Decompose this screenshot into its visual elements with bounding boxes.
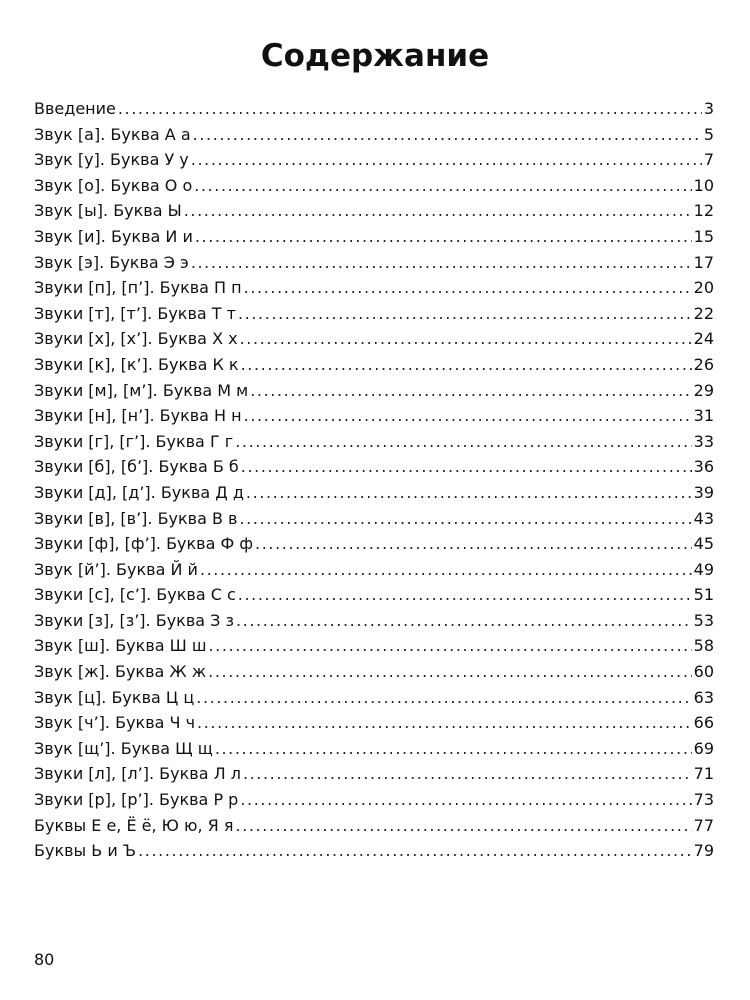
toc-entry[interactable] — [34, 224, 714, 250]
toc-entry-page: 51 — [693, 585, 714, 605]
dot-leader — [193, 122, 702, 148]
toc-entry[interactable] — [34, 685, 714, 711]
dot-leader — [200, 557, 692, 583]
toc-entry-page: 29 — [693, 380, 714, 400]
toc-entry[interactable] — [34, 326, 714, 352]
dot-leader — [215, 736, 692, 762]
toc-entry-label: Звук [о]. Буква О о — [34, 175, 193, 195]
toc-entry[interactable] — [34, 147, 714, 173]
toc-entry[interactable] — [34, 173, 714, 199]
toc-entry[interactable] — [34, 378, 714, 404]
toc-entry-label: Введение — [34, 99, 116, 118]
toc-entry[interactable] — [34, 506, 714, 532]
toc-entry-label: Звуки [в], [в’]. Буква В в — [34, 508, 238, 528]
dot-leader — [191, 147, 702, 173]
dot-leader — [191, 250, 692, 276]
toc-entry-page: 33 — [693, 431, 714, 451]
toc-entry[interactable] — [34, 531, 714, 557]
toc-entry[interactable] — [34, 608, 714, 634]
toc-entry-page: 77 — [693, 815, 714, 835]
toc-entry-page: 45 — [693, 534, 714, 554]
toc-entry[interactable] — [34, 633, 714, 659]
toc-entry[interactable] — [34, 557, 714, 583]
dot-leader — [238, 582, 692, 608]
toc-entry-label: Звуки [ф], [ф’]. Буква Ф ф — [34, 534, 254, 554]
dot-leader — [236, 608, 692, 634]
dot-leader — [208, 659, 692, 685]
toc-entry-page: 7 — [703, 150, 714, 170]
toc-entry-page: 60 — [693, 662, 714, 682]
toc-entry[interactable] — [34, 480, 714, 506]
dot-leader — [196, 685, 691, 711]
toc-entry[interactable] — [34, 122, 714, 148]
dot-leader — [208, 633, 691, 659]
toc-entry-label: Буквы Е е, Ё ё, Ю ю, Я я — [34, 815, 234, 835]
dot-leader — [240, 787, 691, 813]
toc-entry[interactable] — [34, 250, 714, 276]
toc-entry[interactable] — [34, 352, 714, 378]
dot-leader — [241, 454, 692, 480]
dot-leader — [246, 480, 692, 506]
toc-entry-label: Звук [ч’]. Буква Ч ч — [34, 713, 196, 733]
toc-entry-label: Звуки [с], [с’]. Буква С с — [34, 585, 236, 605]
toc-entry[interactable] — [34, 198, 714, 224]
dot-leader — [235, 429, 691, 455]
toc-entry-page: 17 — [693, 252, 714, 272]
toc-entry-label: Звук [у]. Буква У у — [34, 150, 189, 170]
dot-leader — [244, 403, 692, 429]
toc-entry-label: Звуки [т], [т’]. Буква Т т — [34, 303, 236, 323]
toc-entry[interactable] — [34, 813, 714, 839]
toc-entry[interactable] — [34, 96, 714, 122]
toc-entry-label: Звук [щ’]. Буква Щ щ — [34, 738, 213, 758]
toc-entry-page: 43 — [693, 508, 714, 528]
toc-entry[interactable] — [34, 838, 714, 864]
toc-entry-page: 20 — [693, 278, 714, 298]
dot-leader — [195, 224, 692, 250]
toc-entry-page: 15 — [693, 226, 714, 246]
page-number: 80 — [34, 950, 55, 969]
toc-entry-page: 10 — [693, 175, 714, 195]
dot-leader — [255, 531, 692, 557]
toc-entry[interactable] — [34, 301, 714, 327]
toc-entry-label: Звук [ц]. Буква Ц ц — [34, 687, 195, 707]
toc-entry-page: 63 — [693, 687, 714, 707]
toc-entry[interactable] — [34, 275, 714, 301]
dot-leader — [238, 301, 692, 327]
dot-leader — [240, 326, 692, 352]
dot-leader — [243, 761, 692, 787]
toc-entry-page: 12 — [693, 201, 714, 221]
toc-entry-label: Звуки [д], [д’]. Буква Д д — [34, 482, 244, 502]
toc-entry-page: 49 — [693, 559, 714, 579]
toc-entry-label: Звук [а]. Буква А а — [34, 124, 191, 144]
dot-leader — [250, 378, 691, 404]
toc-entry-page: 73 — [693, 790, 714, 810]
toc-entry-page: 69 — [693, 738, 714, 758]
toc-entry-label: Звуки [р], [р’]. Буква Р р — [34, 790, 239, 810]
table-of-contents — [34, 96, 714, 864]
toc-entry-page: 36 — [693, 457, 714, 477]
toc-entry-page: 26 — [693, 354, 714, 374]
toc-entry-label: Звуки [м], [м’]. Буква М м — [34, 380, 249, 400]
toc-entry-page: 71 — [693, 764, 714, 784]
toc-entry-label: Звуки [г], [г’]. Буква Г г — [34, 431, 234, 451]
dot-leader — [184, 198, 692, 224]
toc-entry-label: Звук [э]. Буква Э э — [34, 252, 189, 272]
dot-leader — [241, 352, 692, 378]
toc-entry-label: Звуки [н], [н’]. Буква Н н — [34, 406, 242, 426]
toc-entry-page: 53 — [693, 610, 714, 630]
toc-entry[interactable] — [34, 403, 714, 429]
toc-entry-page: 39 — [693, 482, 714, 502]
toc-entry-page: 66 — [693, 713, 714, 733]
toc-entry[interactable] — [34, 659, 714, 685]
toc-entry-label: Буквы Ь и Ъ — [34, 841, 137, 861]
toc-entry-page: 24 — [693, 329, 714, 349]
toc-entry-label: Звук [ы]. Буква Ы — [34, 201, 182, 221]
toc-entry-page: 58 — [693, 636, 714, 656]
toc-entry-label: Звук [и]. Буква И и — [34, 226, 193, 246]
toc-entry-label: Звук [ж]. Буква Ж ж — [34, 662, 207, 682]
dot-leader — [244, 275, 692, 301]
toc-entry-label: Звук [ш]. Буква Ш ш — [34, 636, 207, 656]
toc-entry[interactable] — [34, 761, 714, 787]
toc-entry[interactable] — [34, 736, 714, 762]
dot-leader — [194, 173, 691, 199]
toc-entry-page: 3 — [703, 99, 714, 118]
toc-entry[interactable] — [34, 787, 714, 813]
toc-entry[interactable] — [34, 710, 714, 736]
toc-entry-page: 79 — [693, 841, 714, 861]
toc-entry-label: Звук [й’]. Буква Й й — [34, 559, 198, 579]
toc-entry-label: Звуки [к], [к’]. Буква К к — [34, 354, 239, 374]
toc-entry-page: 5 — [703, 124, 714, 144]
toc-entry-label: Звуки [з], [з’]. Буква З з — [34, 610, 234, 630]
toc-entry-page: 22 — [693, 303, 714, 323]
toc-entry[interactable] — [34, 582, 714, 608]
toc-entry-page: 31 — [693, 406, 714, 426]
toc-entry-label: Звуки [б], [б’]. Буква Б б — [34, 457, 239, 477]
toc-entry-label: Звуки [п], [п’]. Буква П п — [34, 278, 242, 298]
toc-entry[interactable] — [34, 454, 714, 480]
toc-entry-label: Звуки [х], [х’]. Буква Х х — [34, 329, 238, 349]
toc-entry[interactable] — [34, 429, 714, 455]
toc-entry-label: Звуки [л], [л’]. Буква Л л — [34, 764, 241, 784]
page-title: Содержание — [260, 38, 490, 74]
dot-leader — [138, 838, 692, 864]
dot-leader — [197, 710, 692, 736]
dot-leader — [236, 813, 692, 839]
dot-leader — [239, 506, 691, 532]
dot-leader — [118, 96, 702, 122]
